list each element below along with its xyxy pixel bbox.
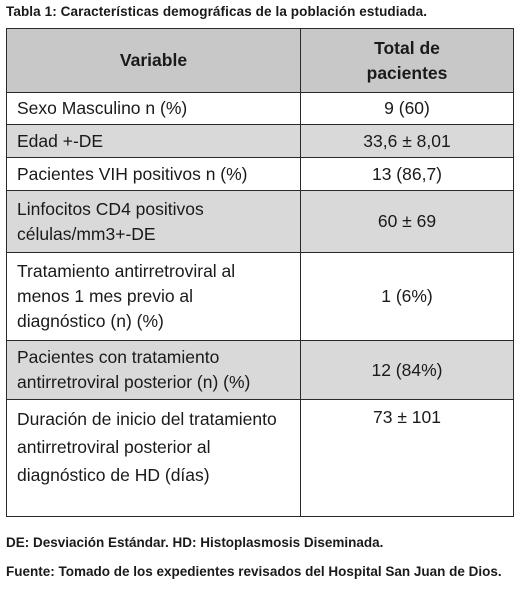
row-variable-text: Duración de inicio del tratamiento antirretroviral posterior al diagnóstico de HD (días) (17, 409, 277, 485)
row-value: 12 (84%) (301, 341, 514, 400)
row-value: 73 ± 101 (301, 400, 514, 517)
table-row (7, 341, 514, 400)
table-header-row (7, 29, 514, 93)
row-variable (7, 191, 301, 253)
table-caption: Tabla 1: Características demográficas de la población estudiada. (6, 4, 428, 19)
row-variable (7, 400, 301, 517)
table-row (7, 400, 514, 517)
row-variable-text: Pacientes con tratamiento antirretroviral posterior (n) (%) (17, 347, 251, 392)
abbreviations-note: DE: Desviación Estándar. HD: Histoplasmosis Diseminada. (6, 535, 384, 550)
row-value: 9 (60) (301, 93, 514, 125)
row-value: 1 (6%) (301, 253, 514, 341)
row-value: 60 ± 69 (301, 191, 514, 253)
row-variable: Sexo Masculino n (%) (7, 93, 301, 125)
table-row (7, 253, 514, 341)
source-note: Fuente: Tomado de los expedientes revisados del Hospital San Juan de Dios. (6, 564, 502, 579)
table-notes (6, 528, 516, 586)
table-row (7, 125, 514, 158)
header-variable: Variable (7, 29, 301, 93)
header-total (301, 29, 514, 93)
row-variable (7, 253, 301, 341)
row-variable-text: Linfocitos CD4 positivos células/mm3+-DE (17, 198, 204, 244)
header-total-text: Total de pacientes (366, 37, 448, 83)
row-value: 13 (86,7) (301, 158, 514, 191)
row-variable (7, 341, 301, 400)
row-value: 33,6 ± 8,01 (301, 125, 514, 158)
table-row (7, 93, 514, 125)
row-variable: Edad +-DE (7, 125, 301, 158)
row-variable: Pacientes VIH positivos n (%) (7, 158, 301, 191)
table-row (7, 158, 514, 191)
row-variable-text: Tratamiento antirretroviral al menos 1 mes previo al diagnóstico (n) (%) (17, 261, 236, 331)
demographics-table (6, 28, 514, 517)
table-row (7, 191, 514, 253)
